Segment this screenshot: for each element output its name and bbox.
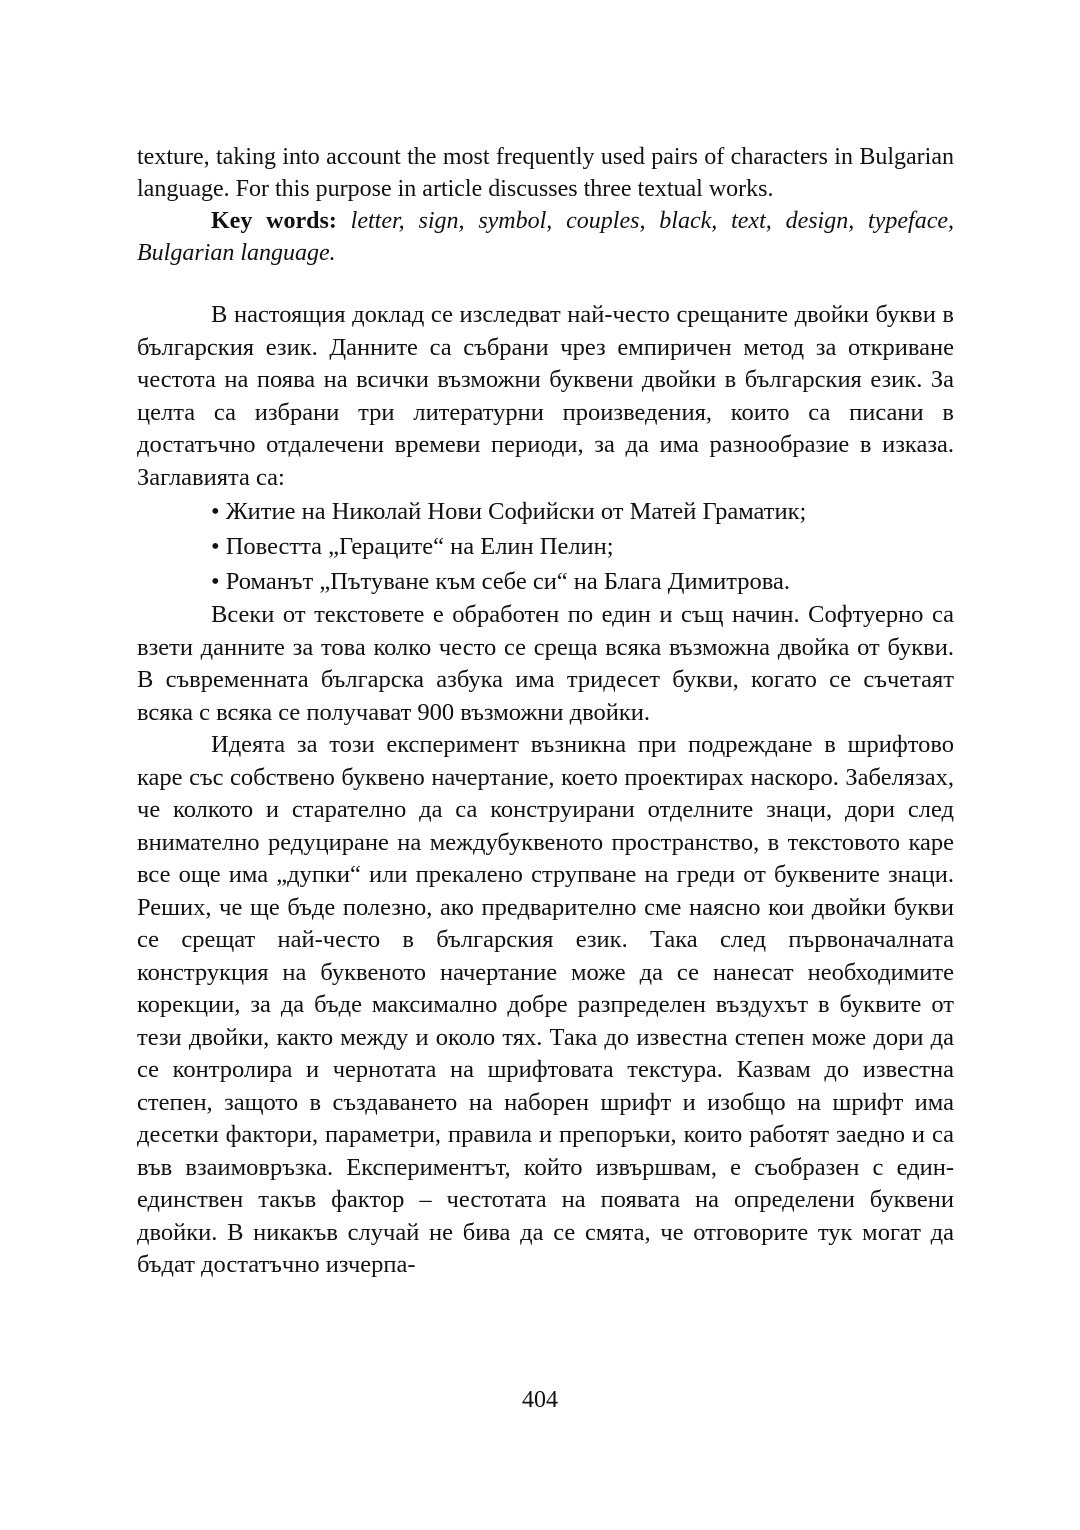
keywords-text: letter, sign, symbol, couples, black, text, design, typeface, Bulgarian language.	[137, 208, 955, 266]
section-gap	[137, 269, 954, 299]
list-item: • Житие на Николай Нови Софийски от Матей Граматик;	[211, 498, 807, 525]
body-paragraph-2: Всеки от текстовете е обработен по един и същ начин. Софтуерно са взети данните за това колко често се среща всяка възможна двойка от букви. В съвременната българска азбука има тридесет букви, когато се съчетаят всяка с всяка се получават 900 възможни двойки.	[137, 601, 954, 726]
keywords-label: Key words:	[211, 208, 337, 234]
list-item: • Повестта „Гераците“ на Елин Пелин;	[211, 533, 614, 560]
bullet-list	[137, 494, 954, 599]
page-content	[137, 141, 954, 1282]
list-item: • Романът „Пътуване към себе си“ на Блага Димитрова.	[211, 568, 790, 595]
body-paragraph-1: В настоящия доклад се изследват най-често срещаните двойки букви в българския език. Данните са събрани чрез емпиричен метод за откриване честота на поява на всички възможни буквени двойки в българския език. За целта са избрани три литературни произведения, които са писани в достатъчно отдалечени времеви периоди, за да има разнообразие в изказа. Заглавията са:	[137, 301, 954, 491]
page-number: 404	[522, 1387, 558, 1413]
body-paragraph-3: Идеята за този експеримент възникна при подреждане в шрифтово каре със собствено буквено начертание, което проектирах наскоро. Забелязах, че колкото и старателно да са конструирани отделните знаци, дори след внимателно редуциране на междубуквеното пространство, в текстовото каре все още има „дупки“ или прекалено струпване на греди от буквените знаци. Реших, че ще бъде полезно, ако предварително сме наясно кои двойки букви се срещат най-често в българския език. Така след първоначалната конструкция на буквеното начертание може да се нанесат необходимите корекции, за да бъде максимално добре разпределен въздухът в буквите от тези двойки, както между и около тях. Така до известна степен може дори да се контролира и чернотата на шрифтовата текстура. Казвам до известна степен, защото в създаването на наборен шрифт и изобщо на шрифт има десетки фактори, параметри, правила и препоръки, които работят заедно и са във взаимовръзка. Експериментът, който извършвам, е съобразен с един-единствен такъв фактор – честотата на появата на определени буквени двойки. В никакъв случай не бива да се смята, че отговорите тук могат да бъдат достатъчно изчерпа-	[137, 731, 954, 1278]
keywords-line	[137, 205, 954, 269]
abstract-end-text: texture, taking into account the most frequently used pairs of characters in Bulgarian language. For this purpose in article discusses three textual works.	[137, 144, 954, 202]
